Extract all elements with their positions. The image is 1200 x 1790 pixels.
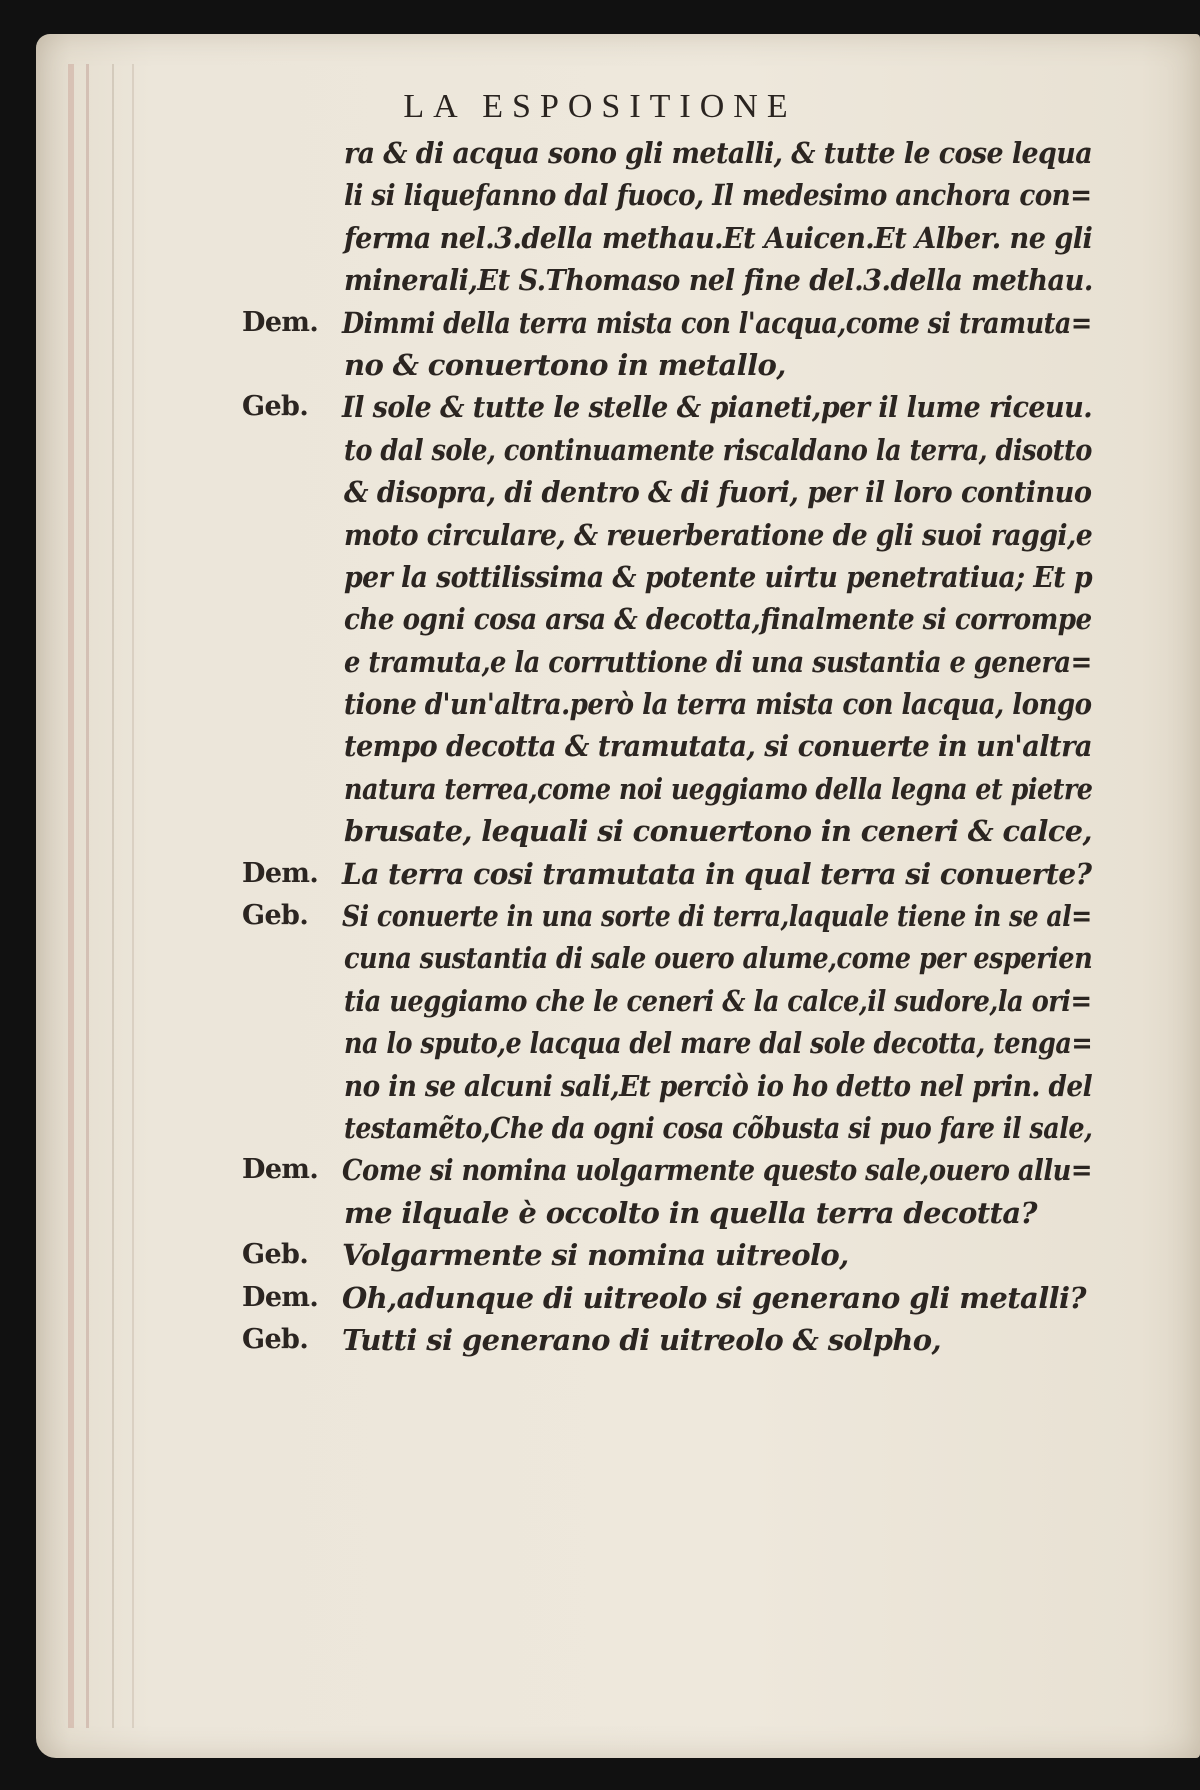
text-line <box>232 1234 1092 1276</box>
text-line <box>232 174 1092 216</box>
line-text: tione d'un'altra.però la terra mista con lacqua, longo <box>344 687 1092 722</box>
text-line <box>232 386 1092 428</box>
text-line <box>232 1319 1092 1361</box>
text-line <box>232 302 1092 344</box>
line-text: La terra cosi tramutata in qual terra si conuerte? <box>342 856 1092 891</box>
line-text: ferma nel.3.della methau.Et Auicen.Et Alber. ne gli <box>344 220 1093 255</box>
text-line <box>232 1277 1092 1319</box>
page-edge <box>112 64 114 1728</box>
text-line <box>232 937 1092 979</box>
line-text: Come si nomina uolgarmente questo sale,ouero allu= <box>342 1153 1092 1188</box>
speaker-label: Geb. <box>242 391 309 423</box>
line-text: e tramuta,e la corruttione di una sustantia e genera= <box>344 644 1092 679</box>
line-text: che ogni cosa arsa & decotta,finalmente si corrompe <box>344 602 1092 637</box>
line-text: cuna sustantia di sale ouero alume,come per esperien <box>344 941 1093 976</box>
text-line <box>232 217 1092 259</box>
line-text: brusate, lequali si conuertono in ceneri & calce, <box>344 814 1092 849</box>
speaker-label: Geb. <box>242 1323 309 1355</box>
line-text: Oh,adunque di uitreolo si generano gli metalli? <box>342 1280 1086 1315</box>
text-line <box>232 1022 1092 1064</box>
line-text: minerali,Et S.Thomaso nel fine del.3.della methau. <box>344 263 1093 298</box>
text-line <box>232 514 1092 556</box>
line-text: Dimmi della terra mista con l'acqua,come si tramuta= <box>342 305 1092 340</box>
text-line <box>232 1192 1092 1234</box>
text-line <box>232 895 1092 937</box>
line-text: & disopra, di dentro & di fuori, per il loro continuo <box>344 475 1092 510</box>
line-text: na lo sputo,e lacqua del mare dal sole decotta, tenga= <box>344 1026 1093 1061</box>
line-text: tia ueggiamo che le ceneri & la calce,il sudore,la ori= <box>344 983 1092 1018</box>
text-line <box>232 471 1092 513</box>
line-text: Volgarmente si nomina uitreolo, <box>342 1238 849 1273</box>
text-line <box>232 1107 1092 1149</box>
page-edge <box>132 64 134 1728</box>
text-line <box>232 641 1092 683</box>
text-line <box>232 1149 1092 1191</box>
line-text: testamẽto,Che da ogni cosa cõbusta si puo fare il sale, <box>344 1110 1093 1145</box>
text-line <box>232 598 1092 640</box>
speaker-label: Dem. <box>242 1281 319 1313</box>
line-text: per la sottilissima & potente uirtu penetratiua; Et p <box>344 559 1092 594</box>
text-line <box>232 683 1092 725</box>
text-line <box>232 344 1092 386</box>
page-edge <box>86 64 89 1728</box>
text-line <box>232 853 1092 895</box>
line-text: to dal sole, continuamente riscaldano la terra, disotto <box>344 432 1092 467</box>
text-line <box>232 132 1092 174</box>
speaker-label: Geb. <box>242 900 309 932</box>
line-text: li si liquefanno dal fuoco, Il medesimo anchora con= <box>344 178 1092 213</box>
line-text: natura terrea,come noi ueggiamo della legna et pietre <box>344 771 1093 806</box>
text-line <box>232 725 1092 767</box>
speaker-label: Dem. <box>242 1154 319 1186</box>
line-text: Il sole & tutte le stelle & pianeti,per il lume riceuu. <box>342 390 1093 425</box>
speaker-label: Dem. <box>242 857 319 889</box>
line-text: no in se alcuni sali,Et perciò io ho detto nel prin. del <box>344 1068 1093 1103</box>
text-line <box>232 556 1092 598</box>
line-text: Si conuerte in una sorte di terra,laquale tiene in se al= <box>342 899 1092 934</box>
speaker-label: Dem. <box>242 306 319 338</box>
page-edge <box>68 64 74 1728</box>
line-text: me ilquale è occolto in quella terra decotta? <box>344 1195 1037 1230</box>
text-line <box>232 429 1092 471</box>
line-text: moto circulare, & reuerberatione de gli suoi raggi,e <box>344 517 1093 552</box>
text-line <box>232 810 1092 852</box>
line-text: no & conuertono in metallo, <box>344 347 786 382</box>
line-text: ra & di acqua sono gli metalli, & tutte le cose lequa <box>344 136 1093 170</box>
speaker-label: Geb. <box>242 1239 309 1271</box>
text-line <box>232 259 1092 301</box>
text-line <box>232 768 1092 810</box>
line-text: tempo decotta & tramutata, si conuerte in un'altra <box>344 729 1092 764</box>
dialogue-text <box>232 132 1092 1361</box>
text-line <box>232 980 1092 1022</box>
line-text: Tutti si generano di uitreolo & solpho, <box>342 1322 941 1357</box>
text-line <box>232 1065 1092 1107</box>
running-header: LA ESPOSITIONE <box>403 88 797 125</box>
